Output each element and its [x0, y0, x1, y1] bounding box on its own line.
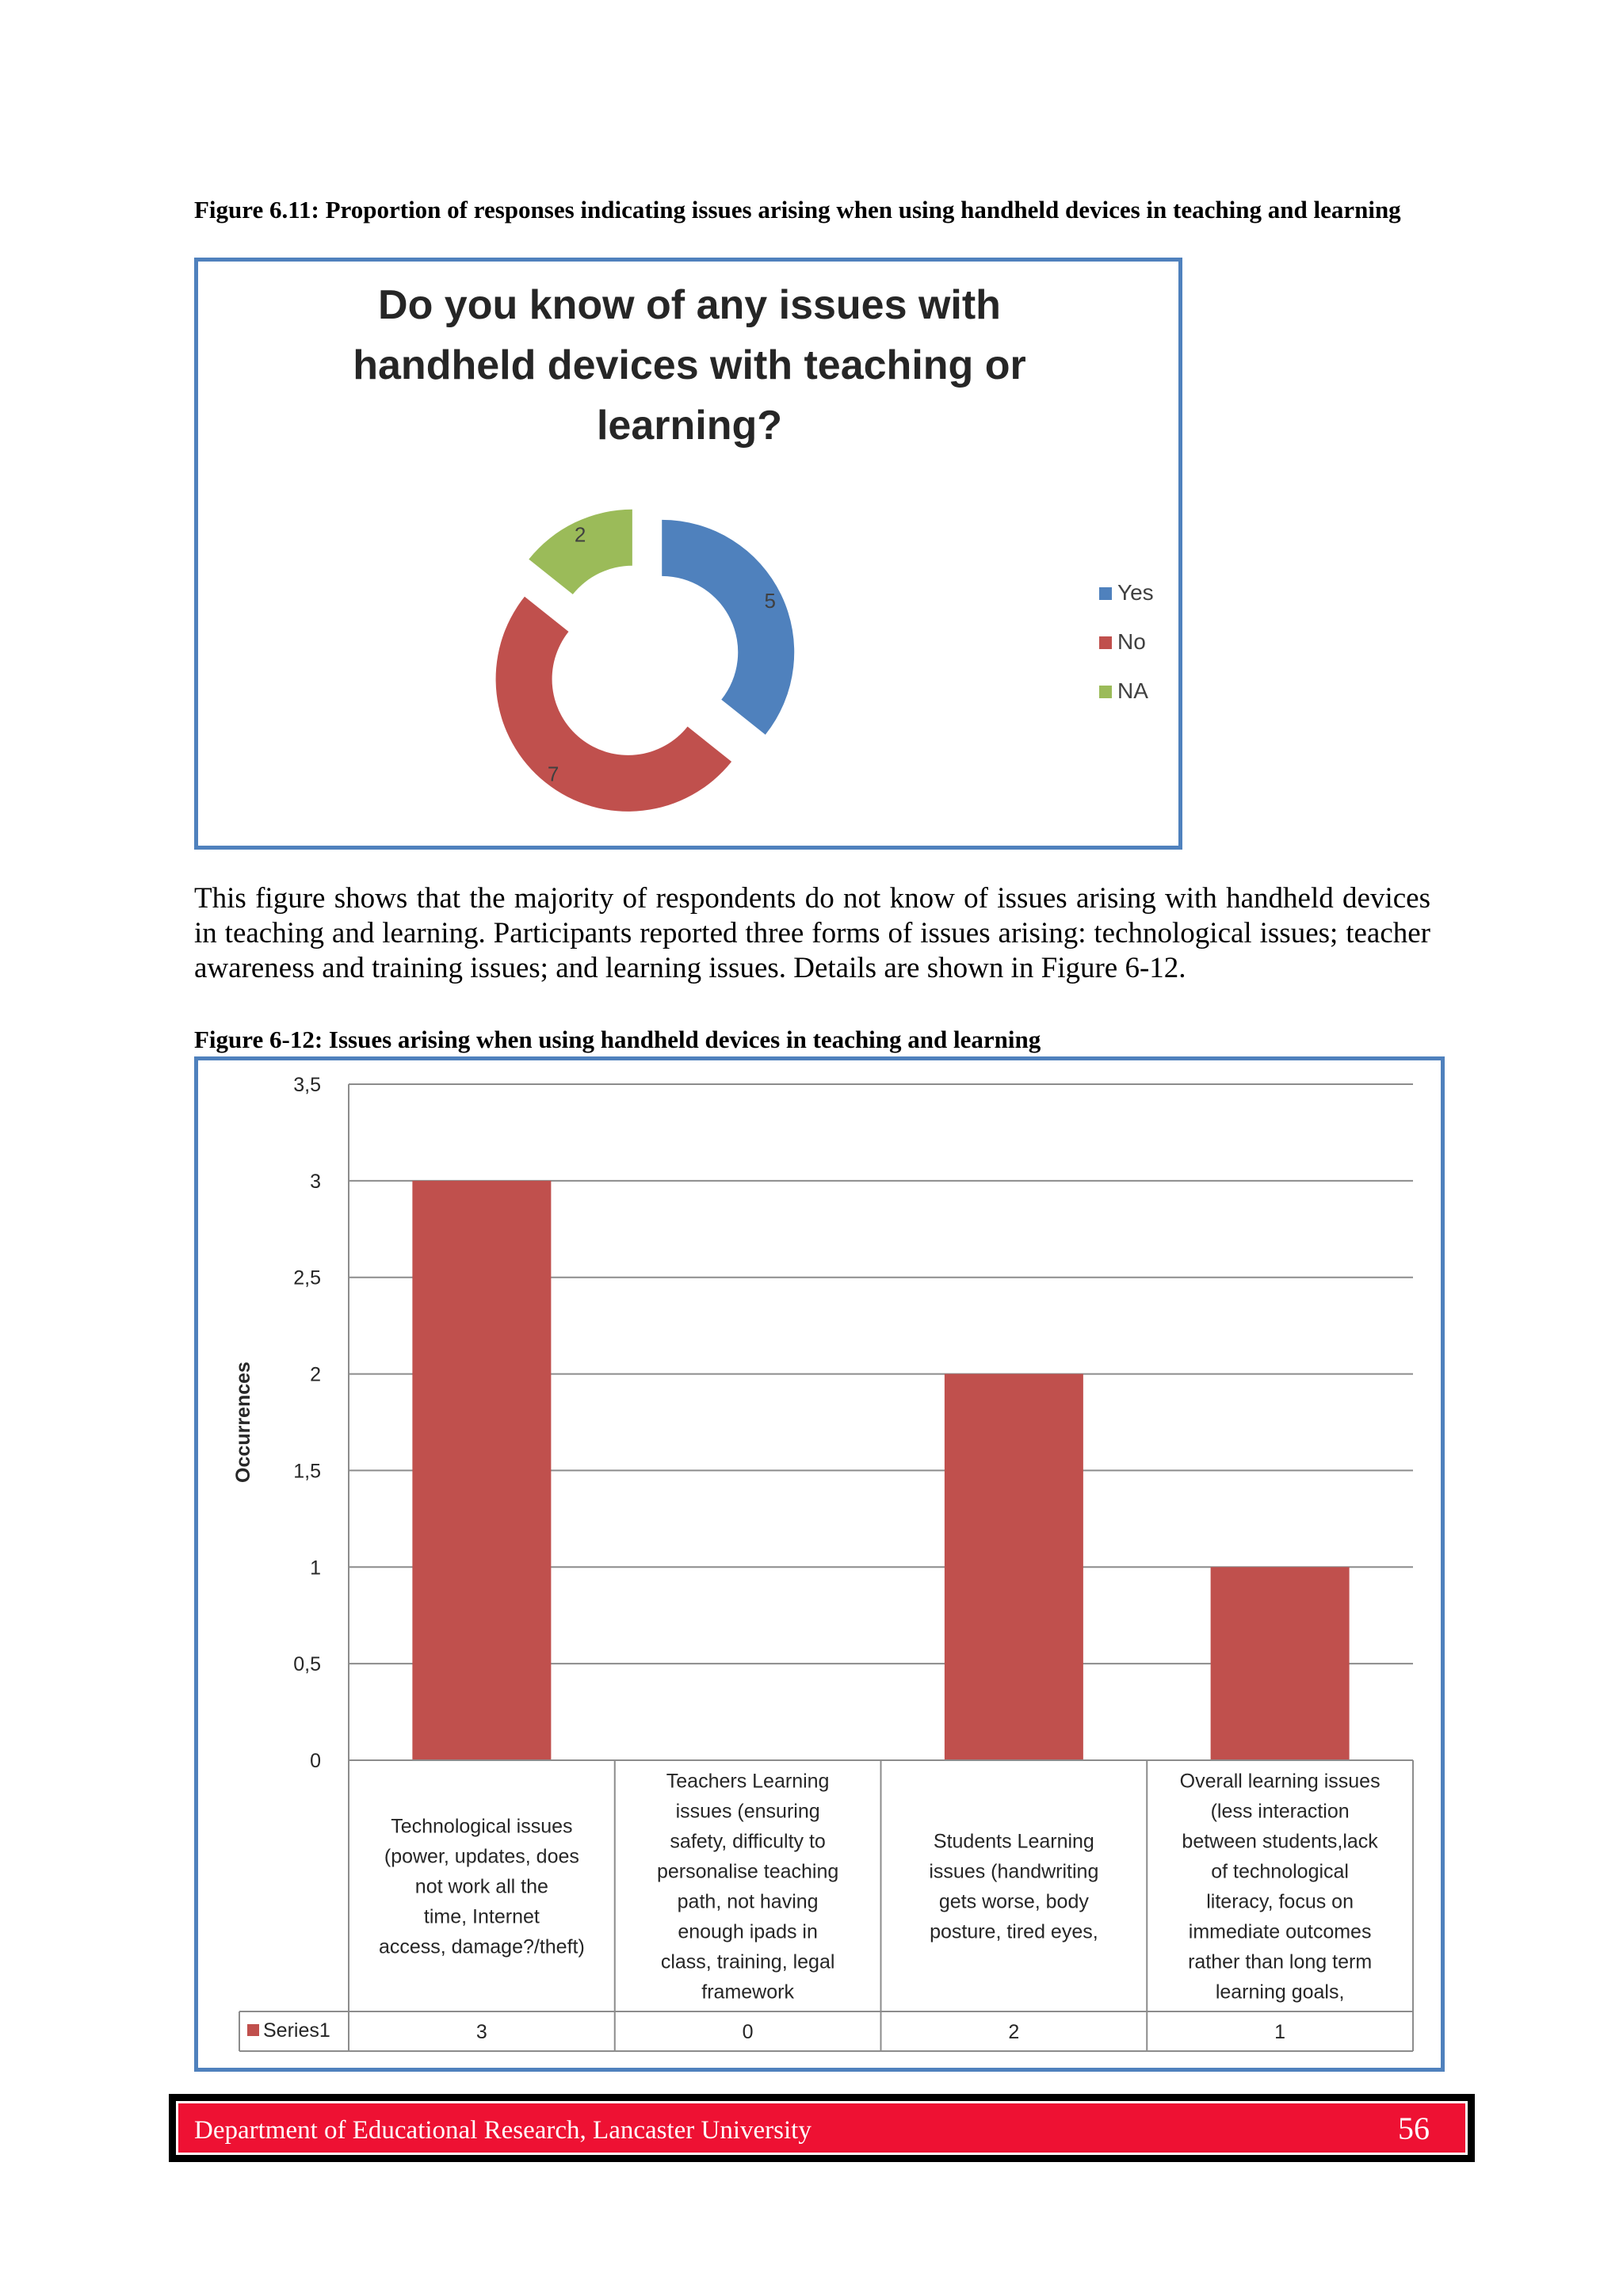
bar-chart-frame [194, 1056, 1445, 2072]
table-value: 3 [475, 2021, 487, 2043]
x-category-label: Students Learning issues (handwriting gets worse, body posture, tired eyes, [929, 1830, 1099, 1943]
legend-label-no: No [1117, 629, 1146, 654]
bar [1211, 1567, 1350, 1760]
x-category-label: Teachers Learning issues (ensuring safety, difficulty to personalise teaching path, not having enough ipads in class, training, legal framework [656, 1770, 839, 2004]
table-value: 2 [1008, 2021, 1020, 2043]
legend-label-yes: Yes [1117, 580, 1154, 605]
y-tick-label: 0,5 [293, 1653, 321, 1676]
doughnut-slice-no [496, 597, 732, 812]
page-footer [169, 2094, 1475, 2162]
body-paragraph: This figure shows that the majority of respondents do not know of issues arising with handheld devices in teaching and learning. Participants reported three forms of issues arising: technological issues; teacher awareness and training issues; and learning issues. Details are shown in Figure 6-12. [194, 882, 1430, 984]
doughnut-chart-frame [194, 258, 1182, 850]
y-tick-label: 3 [310, 1170, 321, 1193]
doughnut-title-line: handheld devices with teaching or [353, 342, 1026, 388]
table-legend-swatch [247, 2024, 259, 2036]
doughnut-data-label: 5 [764, 589, 776, 613]
doughnut-slice-yes [662, 520, 794, 735]
legend-swatch-na [1099, 686, 1112, 698]
y-tick-label: 1 [310, 1557, 321, 1580]
doughnut-title-line: learning? [596, 403, 783, 449]
x-category-label: Technological issues (power, updates, does not work all the time, Internet access, damage?/theft) [378, 1815, 585, 1958]
bar-chart [198, 1060, 1441, 2068]
page-number: 56 [1398, 2111, 1430, 2146]
table-value: 0 [742, 2021, 754, 2043]
y-tick-label: 2 [310, 1363, 321, 1386]
y-axis-title: Occurrences [232, 1362, 254, 1483]
doughnut-title-line: Do you know of any issues with [378, 282, 1001, 328]
bar [412, 1181, 551, 1760]
y-tick-label: 2,5 [293, 1266, 321, 1289]
y-tick-label: 0 [310, 1750, 321, 1772]
x-category-label: Overall learning issues (less interaction between students,lack of technological literacy, focus on immediate outcomes rather than long term learning goals, [1179, 1770, 1381, 2004]
doughnut-data-label: 2 [574, 522, 586, 547]
y-tick-label: 3,5 [293, 1074, 321, 1096]
doughnut-data-label: 7 [547, 762, 559, 786]
legend-swatch-yes [1099, 587, 1112, 600]
footer-department: Department of Educational Research, Lancaster University [194, 2116, 812, 2145]
table-value: 1 [1274, 2021, 1286, 2043]
doughnut-chart [198, 262, 1178, 846]
bar [945, 1374, 1083, 1760]
legend-label-na: NA [1117, 678, 1148, 703]
legend-swatch-no [1099, 636, 1112, 649]
table-series-name: Series1 [263, 2019, 330, 2042]
figure-6-11-caption: Figure 6.11: Proportion of responses indicating issues arising when using handheld devices in teaching and learning [194, 196, 1401, 223]
y-tick-label: 1,5 [293, 1460, 321, 1483]
figure-6-12-caption: Figure 6-12: Issues arising when using handheld devices in teaching and learning [194, 1026, 1041, 1053]
